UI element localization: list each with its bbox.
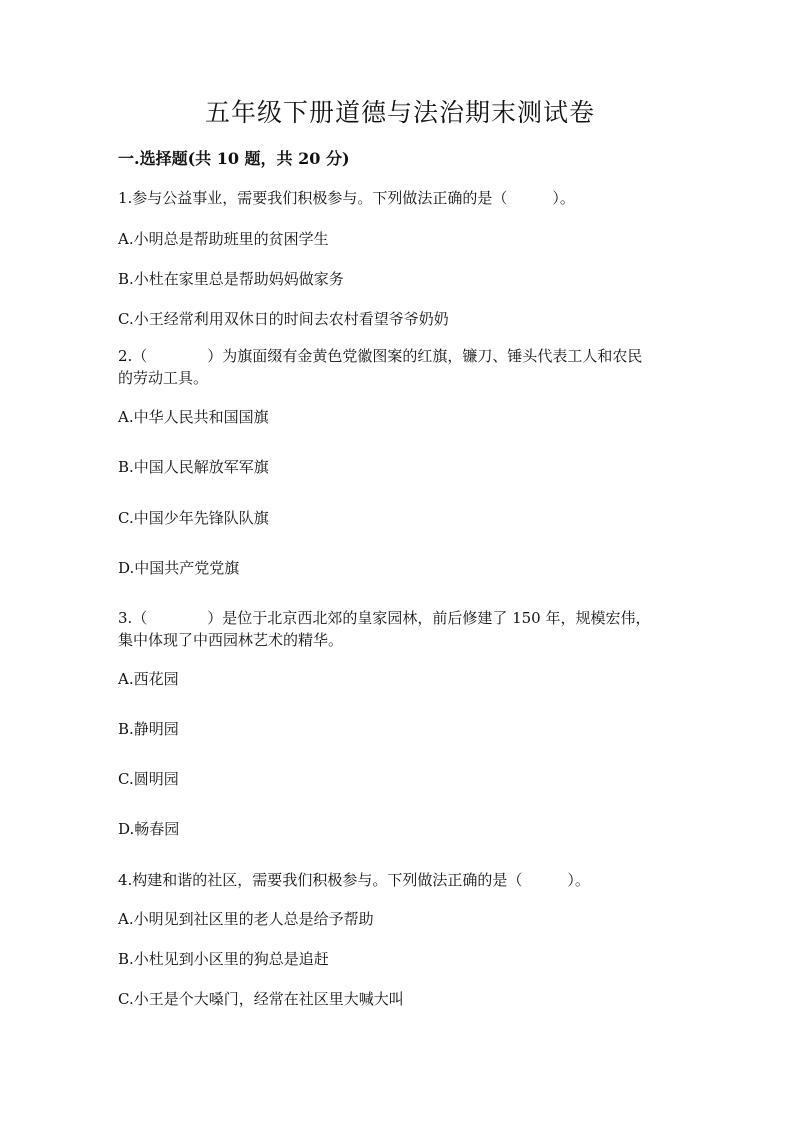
- question-1-stem: 1.参与公益事业，需要我们积极参与。下列做法正确的是（ ）。: [118, 189, 575, 207]
- question-4-stem: 4.构建和谐的社区，需要我们积极参与。下列做法正确的是（ ）。: [118, 871, 590, 889]
- question-4-option-b: B.小杜见到小区里的狗总是追赶: [118, 950, 329, 968]
- question-2-option-c: C.中国少年先锋队队旗: [118, 509, 269, 527]
- question-3-stem-line-2: 集中体现了中西园林艺术的精华。: [118, 631, 344, 649]
- question-3-option-d: D.畅春园: [118, 820, 180, 838]
- question-4-option-a: A.小明见到社区里的老人总是给予帮助: [118, 910, 374, 928]
- question-2-stem-line-2: 的劳动工具。: [118, 369, 209, 387]
- question-3-option-c: C.圆明园: [118, 770, 179, 788]
- question-2-stem-line-1: 2.（ ）为旗面缀有金黄色党徽图案的红旗，镰刀、锤头代表工人和农民: [118, 347, 643, 365]
- question-1-option-b: B.小杜在家里总是帮助妈妈做家务: [118, 270, 344, 288]
- question-2-option-d: D.中国共产党党旗: [118, 559, 240, 577]
- question-3-option-b: B.静明园: [118, 720, 179, 738]
- question-4-option-c: C.小王是个大嗓门，经常在社区里大喊大叫: [118, 990, 404, 1008]
- question-1-option-a: A.小明总是帮助班里的贫困学生: [118, 230, 329, 248]
- question-1-option-c: C.小王经常利用双休日的时间去农村看望爷爷奶奶: [118, 310, 449, 328]
- question-3-stem-line-1: 3.（ ）是位于北京西北郊的皇家园林，前后修建了 150 年，规模宏伟，: [118, 609, 651, 627]
- question-2-option-b: B.中国人民解放军军旗: [118, 458, 269, 476]
- section-heading: 一.选择题(共 10 题，共 20 分): [118, 149, 350, 168]
- page-title: 五年级下册道德与法治期末测试卷: [204, 98, 595, 127]
- question-3-option-a: A.西花园: [118, 670, 179, 688]
- question-2-option-a: A.中华人民共和国国旗: [118, 408, 269, 426]
